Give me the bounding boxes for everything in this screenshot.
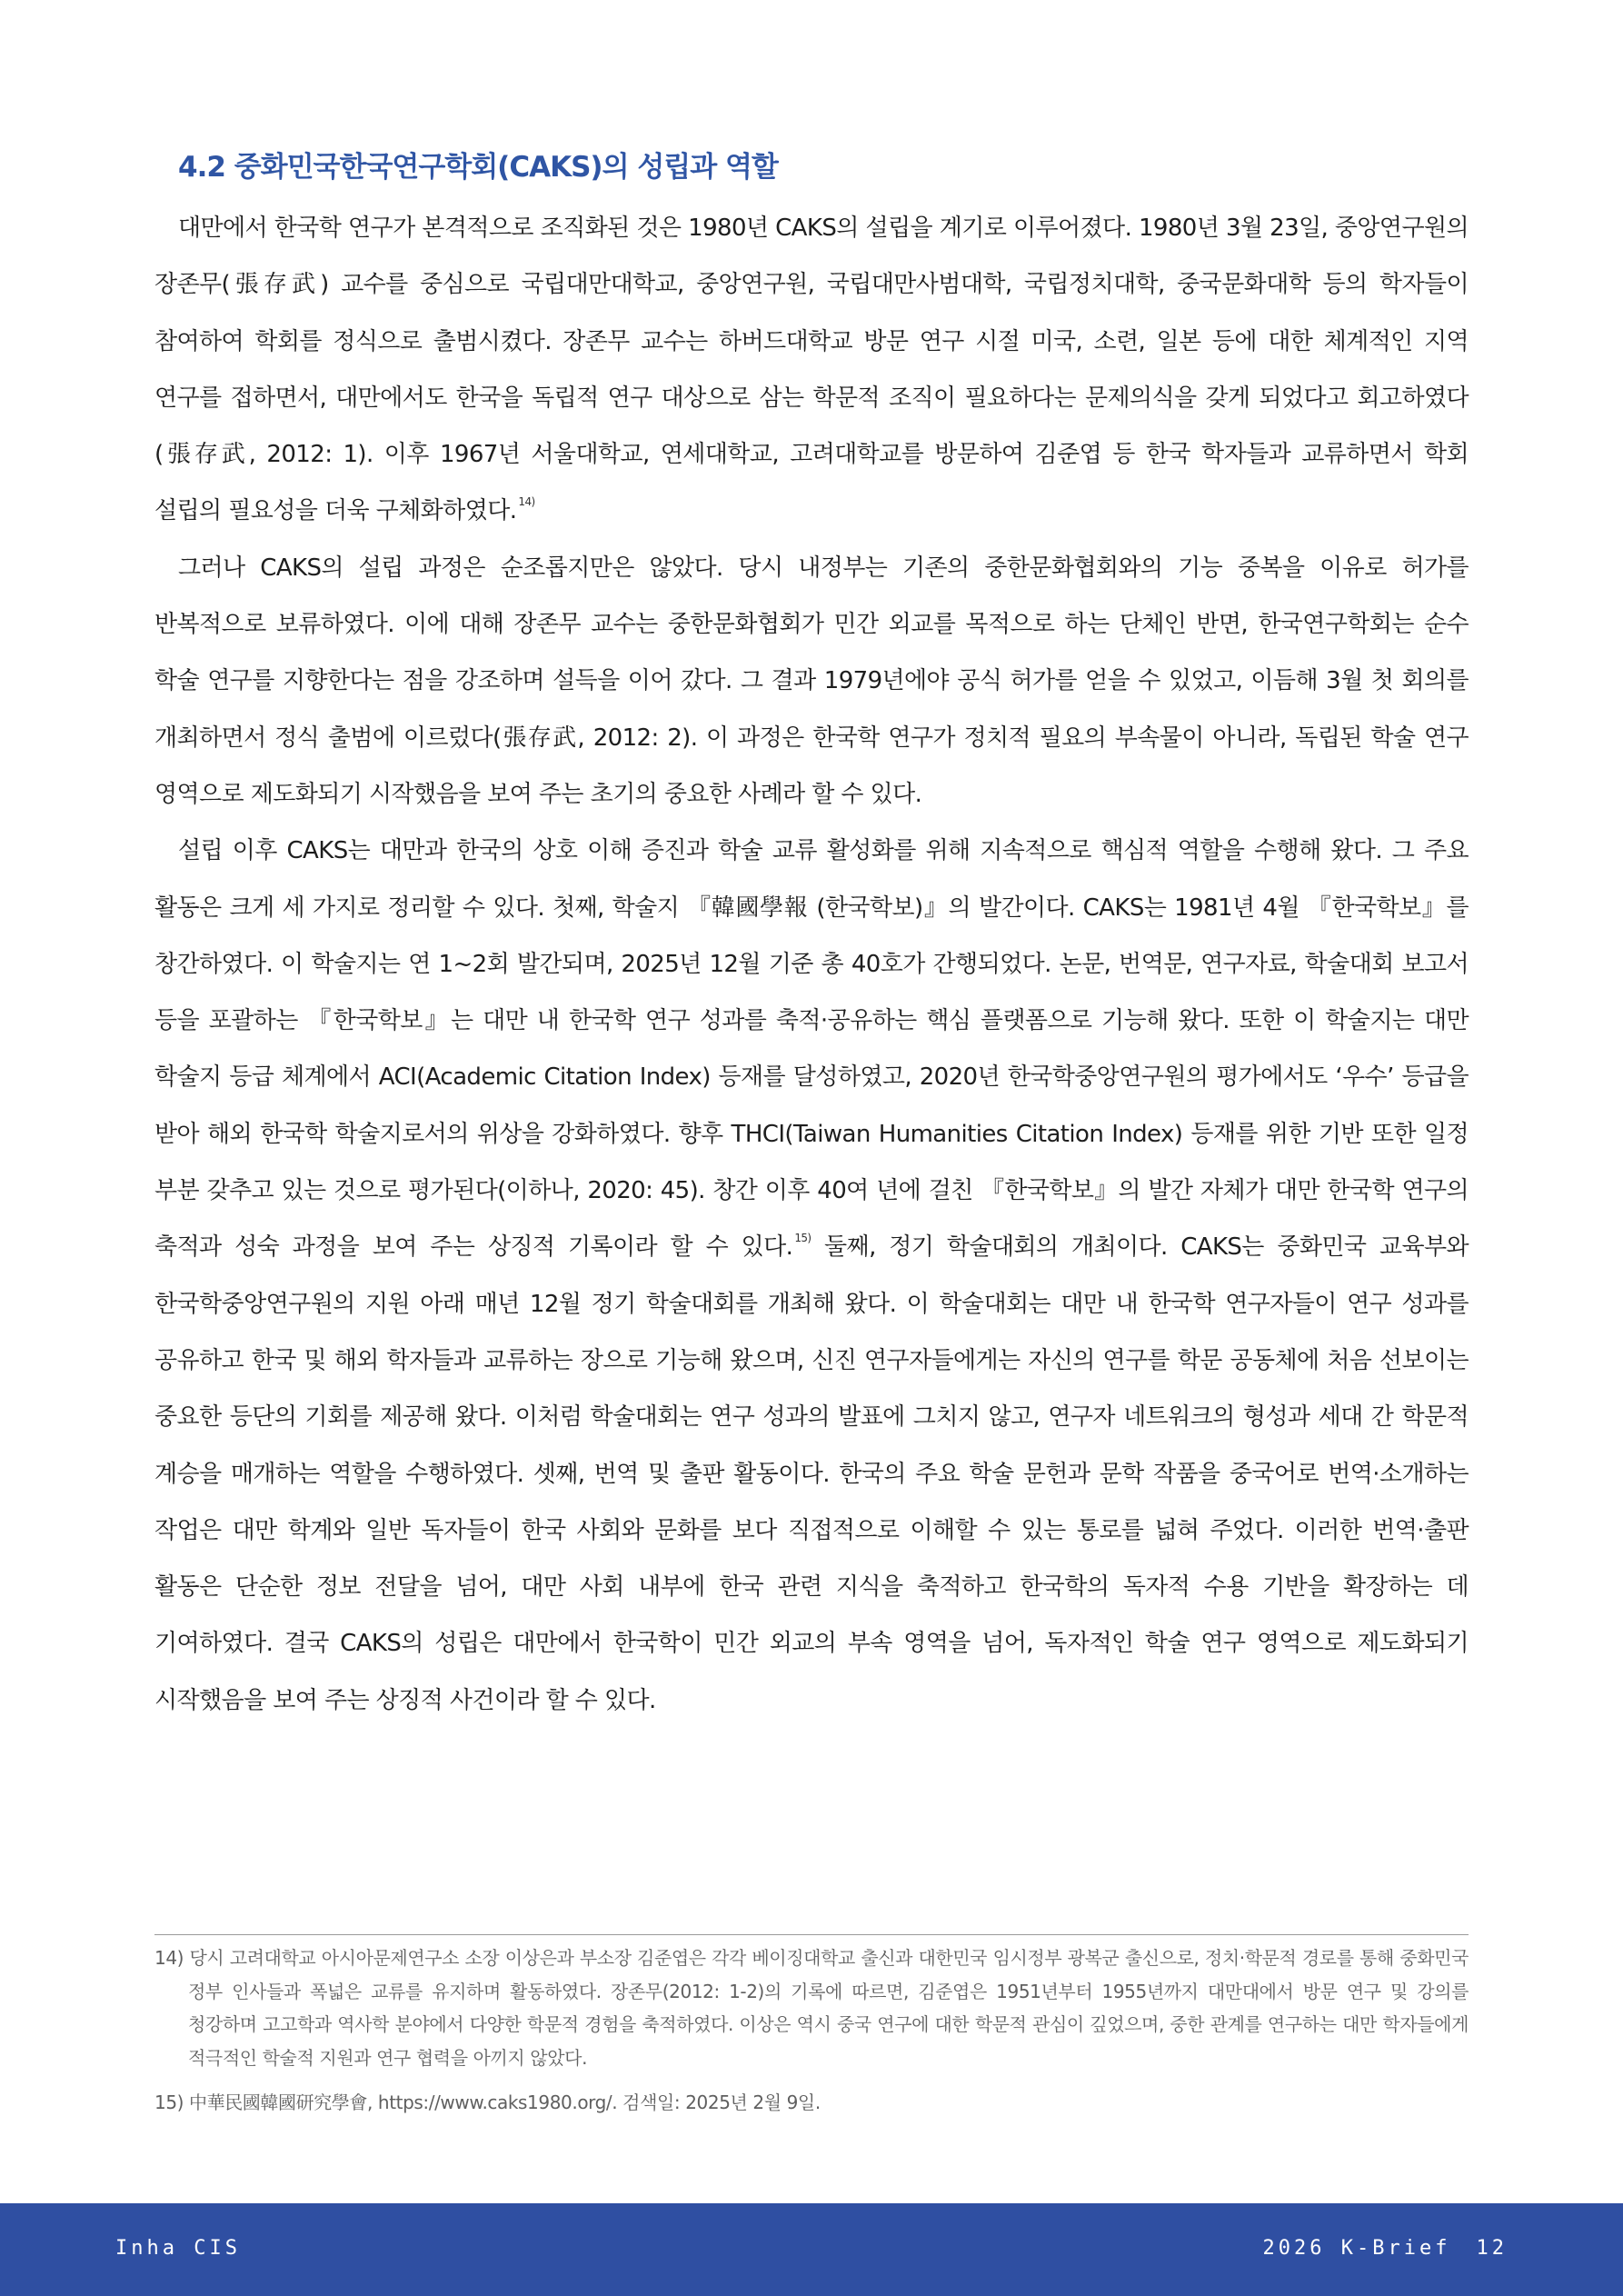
paragraph-1 [154,200,1469,540]
body-text [154,200,1469,1729]
footer-right [1263,2237,1508,2260]
paragraph-2 [154,540,1469,823]
footer-series-title: 2026 K-Brief [1262,2237,1451,2260]
footnote-ref-15[interactable]: 15) [794,1232,812,1245]
footnote-ref-14[interactable]: 14) [518,495,535,509]
footer-bar [0,2203,1623,2296]
footnote-divider [154,1934,1469,1935]
paragraph-2-text: 그러나 CAKS의 설립 과정은 순조롭지만은 않았다. 당시 내정부는 기존의 중한문화협회와의 기능 중복을 이유로 허가를 반복적으로 보류하였다. 이에 대해 장존무 교수는 중한문화협회가 민간 외교를 목적으로 하는 단체인 반면, 한국연구학회는 순수 학술 연구를 지향한다는 점을 강조하며 설득을 이어 갔다. 그 결과 1979년에야 공식 허가를 얻을 수 있었고, 이듬해 3월 첫 회의를 개최하면서 정식 출범에 이르렀다(張存武, 2012: 2). 이 과정은 한국학 연구가 정치적 필요의 부속물이 아니라, 독립된 학술 연구 영역으로 제도화되기 시작했음을 보여 주는 초기의 중요한 사례라 할 수 있다. [154,554,1469,808]
footnote-14: 14) 당시 고려대학교 아시아문제연구소 소장 이상은과 부소장 김준엽은 각각 베이징대학교 출신과 대한민국 임시정부 광복군 출신으로, 정치·학문적 경로를 통해 중화민국 정부 인사들과 폭넓은 교류를 유지하며 활동하였다. 장존무(2012: 1-2)의 기록에 따르면, 김준엽은 1951년부터 1955년까지 대만대에서 방문 연구 및 강의를 청강하며 고고학과 역사학 분야에서 다양한 학문적 경험을 축적하였다. 이상은 역시 중국 연구에 대한 학문적 관심이 깊었으며, 중한 관계를 연구하는 대만 학자들에게 적극적인 학술적 지원과 연구 협력을 아끼지 않았다. [154,1947,1469,2069]
section-title: 4.2 중화민국한국연구학회(CAKS)의 성립과 역할 [178,151,778,184]
footer-publisher: Inha CIS [115,2237,241,2260]
paragraph-1-text: 대만에서 한국학 연구가 본격적으로 조직화된 것은 1980년 CAKS의 설립을 계기로 이루어졌다. 1980년 3월 23일, 중앙연구원의 장존무(張存武) 교수를 중심으로 국립대만대학교, 중앙연구원, 국립대만사범대학, 국립정치대학, 중국문화대학 등의 학자들이 참여하여 학회를 정식으로 출범시켰다. 장존무 교수는 하버드대학교 방문 연구 시절 미국, 소련, 일본 등에 대한 체계적인 지역 연구를 접하면서, 대만에서도 한국을 독립적 연구 대상으로 삼는 학문적 조직이 필요하다는 문제의식을 갖게 되었다고 회고하였다(張存武, 2012: 1). 이후 1967년 서울대학교, 연세대학교, 고려대학교를 방문하여 김준엽 등 한국 학자들과 교류하면서 학회 설립의 필요성을 더욱 구체화하였다. [154,215,1469,525]
paragraph-3-text-after: 둘째, 정기 학술대회의 개최이다. CAKS는 중화민국 교육부와 한국학중앙연구원의 지원 아래 매년 12월 정기 학술대회를 개최해 왔다. 이 학술대회는 대만 내 한국학 연구자들이 연구 성과를 공유하고 한국 및 해외 학자들과 교류하는 장으로 기능해 왔으며, 신진 연구자들에게는 자신의 연구를 학문 공동체에 처음 선보이는 중요한 등단의 기회를 제공해 왔다. 이처럼 학술대회는 연구 성과의 발표에 그치지 않고, 연구자 네트워크의 형성과 세대 간 학문적 계승을 매개하는 역할을 수행하였다. 셋째, 번역 및 출판 활동이다. 한국의 주요 학술 문헌과 문학 작품을 중국어로 번역·소개하는 작업은 대만 학계와 일반 독자들이 한국 사회와 문화를 보다 직접적으로 이해할 수 있는 통로를 넓혀 주었다. 이러한 번역·출판 활동은 단순한 정보 전달을 넘어, 대만 사회 내부에 한국 관련 지식을 축적하고 한국학의 독자적 수용 기반을 확장하는 데 기여하였다. 결국 CAKS의 성립은 대만에서 한국학이 민간 외교의 부속 영역을 넘어, 독자적인 학술 연구 영역으로 제도화되기 시작했음을 보여 주는 상징적 사건이라 할 수 있다. [154,1233,1469,1714]
paragraph-3-text-before: 설립 이후 CAKS는 대만과 한국의 상호 이해 증진과 학술 교류 활성화를 위해 지속적으로 핵심적 역할을 수행해 왔다. 그 주요 활동은 크게 세 가지로 정리할 수 있다. 첫째, 학술지 『韓國學報 (한국학보)』의 발간이다. CAKS는 1981년 4월 『한국학보』를 창간하였다. 이 학술지는 연 1~2회 발간되며, 2025년 12월 기준 총 40호가 간행되었다. 논문, 번역문, 연구자료, 학술대회 보고서 등을 포괄하는 『한국학보』는 대만 내 한국학 연구 성과를 축적·공유하는 핵심 플랫폼으로 기능해 왔다. 또한 이 학술지는 대만 학술지 등급 체계에서 ACI(Academic Citation Index) 등재를 달성하였고, 2020년 한국학중앙연구원의 평가에서도 ‘우수’ 등급을 받아 해외 한국학 학술지로서의 위상을 강화하였다. 향후 THCI(Taiwan Humanities Citation Index) 등재를 위한 기반 또한 일정 부분 갖추고 있는 것으로 평가된다(이하나, 2020: 45). 창간 이후 40여 년에 걸친 『한국학보』의 발간 자체가 대만 한국학 연구의 축적과 성숙 과정을 보여 주는 상징적 기록이라 할 수 있다. [154,837,1469,1262]
footnotes [154,1942,1469,2131]
page-number: 12 [1476,2237,1508,2260]
footnote-15: 15) 中華民國韓國研究學會, https://www.caks1980.org/. 검색일: 2025년 2월 9일. [154,2091,821,2113]
paragraph-3 [154,823,1469,1729]
